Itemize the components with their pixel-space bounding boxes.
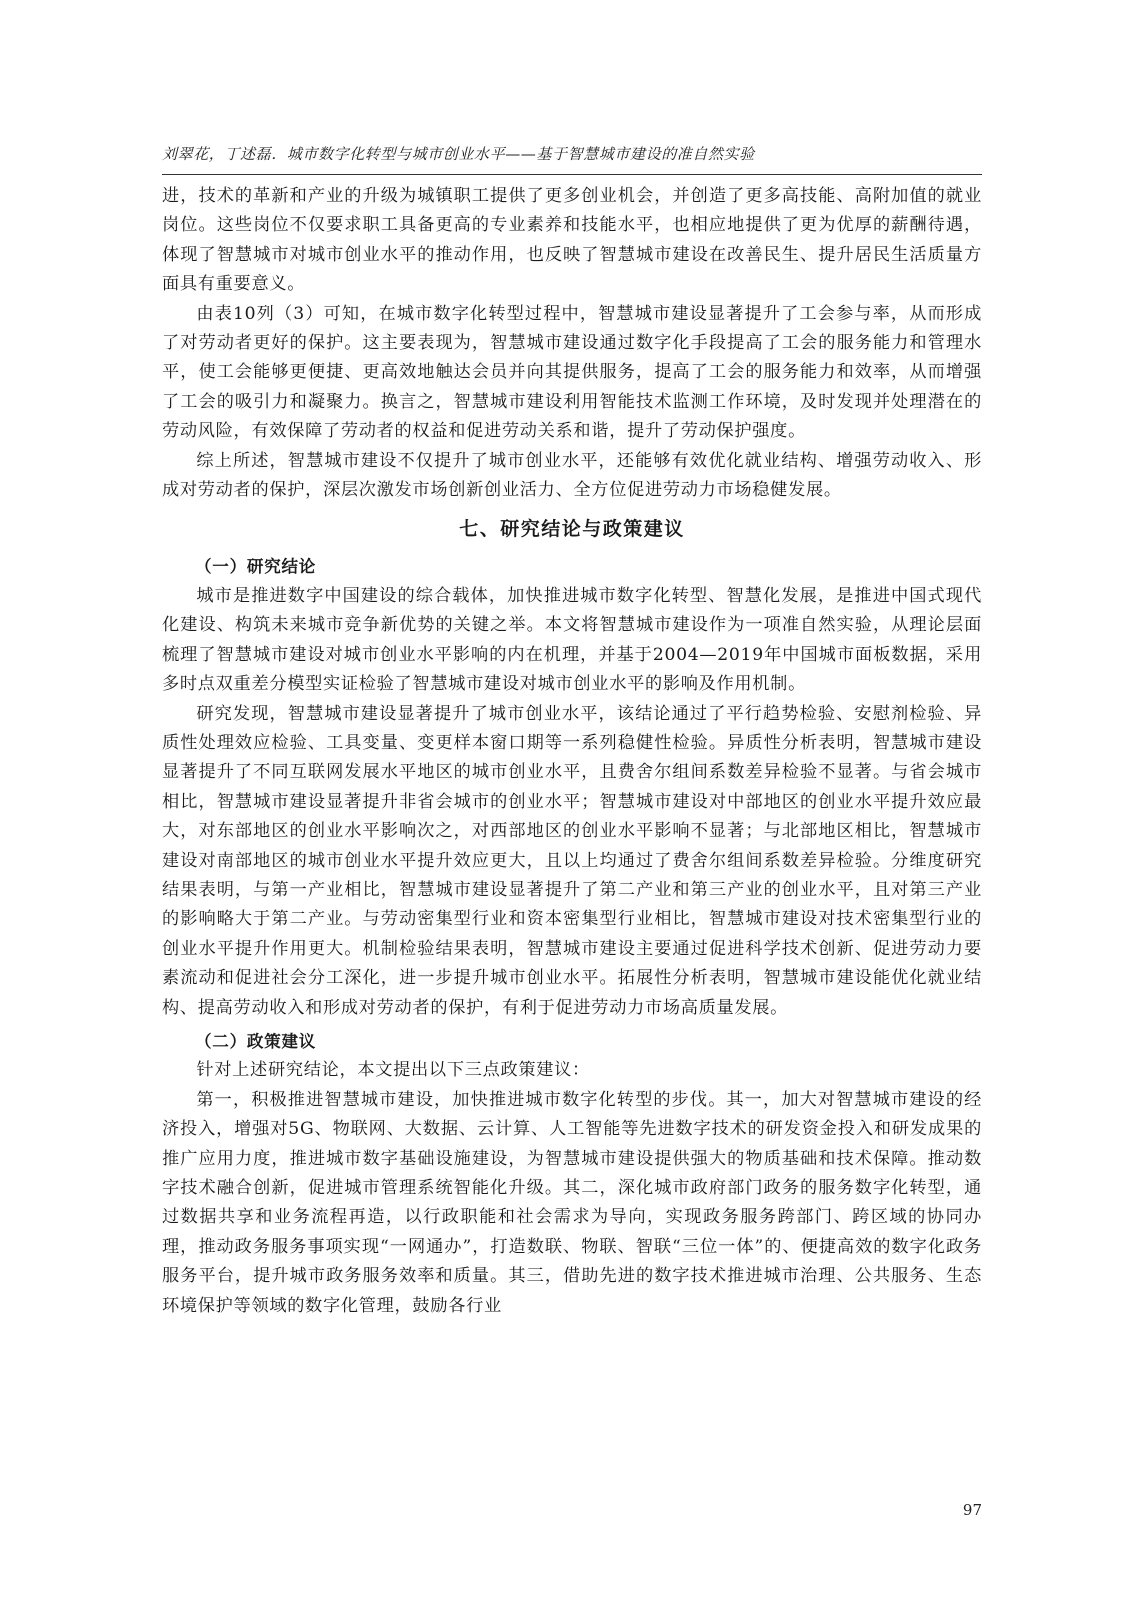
paragraph-policy-first: 第一，积极推进智慧城市建设，加快推进城市数字化转型的步伐。其一，加大对智慧城市建设的经济投入，增强对5G、物联网、大数据、云计算、人工智能等先进数字技术的研发资金投入和研发成果的推广应用力度，推进城市数字基础设施建设，为智慧城市建设提供强大的物质基础和技术保障。推动数字技术融合创新，促进城市管理系统智能化升级。其二，深化城市政府部门政务的服务数字化转型，通过数据共享和业务流程再造，以行政职能和社会需求为导向，实现政务服务跨部门、跨区域的协同办理，推动政务服务事项实现“一网通办”，打造数联、物联、智联“三位一体”的、便捷高效的数字化政务服务平台，提升城市政务服务效率和质量。其三，借助先进的数字技术推进城市治理、公共服务、生态环境保护等领域的数字化管理，鼓励各行业 <box>162 1089 982 1316</box>
paragraph-conclusion-intro: 城市是推进数字中国建设的综合载体，加快推进城市数字化转型、智慧化发展，是推进中国式现代化建设、构筑未来城市竞争新优势的关键之举。本文将智慧城市建设作为一项准自然实验，从理论层面梳理了智慧城市建设对城市创业水平影响的内在机理，并基于2004—2019年中国城市面板数据，采用多时点双重差分模型实证检验了智慧城市建设对城市创业水平的影响及作用机制。 <box>162 585 982 695</box>
header-rule <box>162 174 982 175</box>
page-number: 97 <box>962 1501 982 1519</box>
paragraph-union-participation: 由表10列（3）可知，在城市数字化转型过程中，智慧城市建设显著提升了工会参与率，从而形成了对劳动者更好的保护。这主要表现为，智慧城市建设通过数字化手段提高了工会的服务能力和管理水平，使工会能够更便捷、更高效地触达会员并向其提供服务，提高了工会的服务能力和效率，从而增强了工会的吸引力和凝聚力。换言之，智慧城市建设利用智能技术监测工作环境，及时发现并处理潜在的劳动风险，有效保障了劳动者的权益和促进劳动关系和谐，提升了劳动保护强度。 <box>162 303 982 442</box>
paragraph-policy-intro: 针对上述研究结论，本文提出以下三点政策建议： <box>196 1060 590 1081</box>
section-title: 七、研究结论与政策建议 <box>459 518 685 541</box>
running-header: 刘翠花，丁述磊．城市数字化转型与城市创业水平——基于智慧城市建设的准自然实验 <box>162 145 755 163</box>
paragraph-summary: 综上所述，智慧城市建设不仅提升了城市创业水平，还能够有效优化就业结构、增强劳动收入、形成对劳动者的保护，深层次激发市场创新创业活力、全方位促进劳动力市场稳健发展。 <box>162 450 982 501</box>
paragraph-continued: 进，技术的革新和产业的升级为城镇职工提供了更多创业机会，并创造了更多高技能、高附加值的就业岗位。这些岗位不仅要求职工具备更高的专业素养和技能水平，也相应地提供了更为优厚的薪酬待遇，体现了智慧城市对城市创业水平的推动作用，也反映了智慧城市建设在改善民生、提升居民生活质量方面具有重要意义。 <box>162 186 982 295</box>
subsection-title-conclusions: （一）研究结论 <box>195 557 317 577</box>
body-text <box>162 182 982 1321</box>
subsection-title-policy: （二）政策建议 <box>195 1031 317 1051</box>
paragraph-findings: 研究发现，智慧城市建设显著提升了城市创业水平，该结论通过了平行趋势检验、安慰剂检验、异质性处理效应检验、工具变量、变更样本窗口期等一系列稳健性检验。异质性分析表明，智慧城市建设显著提升了不同互联网发展水平地区的城市创业水平，且费舍尔组间系数差异检验不显著。与省会城市相比，智慧城市建设显著提升非省会城市的创业水平；智慧城市建设对中部地区的创业水平提升效应最大，对东部地区的创业水平影响次之，对西部地区的创业水平影响不显著；与北部地区相比，智慧城市建设对南部地区的城市创业水平提升效应更大，且以上均通过了费舍尔组间系数差异检验。分维度研究结果表明，与第一产业相比，智慧城市建设显著提升了第二产业和第三产业的创业水平，且对第三产业的影响略大于第二产业。与劳动密集型行业和资本密集型行业相比，智慧城市建设对技术密集型行业的创业水平提升作用更大。机制检验结果表明，智慧城市建设主要通过促进科学技术创新、促进劳动力要素流动和促进社会分工深化，进一步提升城市创业水平。拓展性分析表明，智慧城市建设能优化就业结构、提高劳动收入和形成对劳动者的保护，有利于促进劳动力市场高质量发展。 <box>162 703 982 1018</box>
